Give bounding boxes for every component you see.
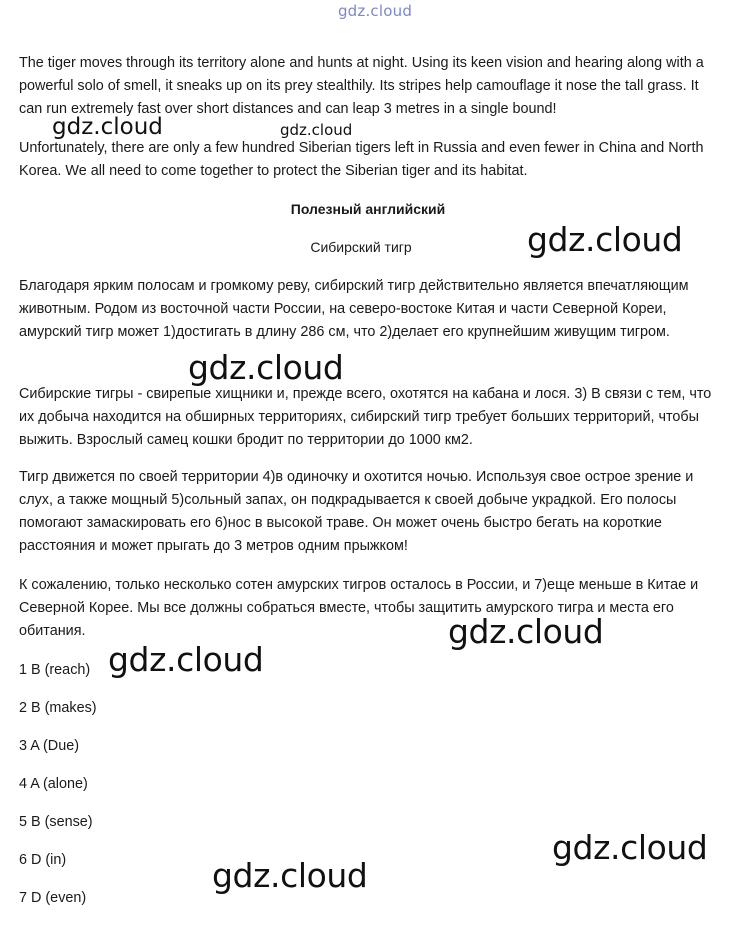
site-watermark-header: gdz.cloud — [337, 2, 413, 20]
english-paragraph-unfortunately: Unfortunately, there are only a few hundred Siberian tigers left in Russia and even fewer in China and North Korea. We all need to come together to protect the Siberian tiger and its habitat. — [19, 140, 704, 179]
answer-item: 1 B (reach) — [19, 662, 91, 678]
watermark: gdz.cloud — [52, 114, 163, 140]
russian-paragraph-3: Тигр движется по своей территории 4)в одиночку и охотится ночью. Используя свое острое зрение и слух, а также мощный 5)сольный запах, он подкрадывается к своей добыче украдкой. Его полосы помогают замаскировать его 6)нос в высокой траве. Он может очень быстро бегать на короткие расстояния и может прыгать до 3 метров одним прыжком! — [19, 469, 694, 554]
watermark: gdz.cloud — [448, 612, 604, 651]
russian-paragraph-4: К сожалению, только несколько сотен амурских тигров осталось в России, и 7)еще меньше в Китае и Северной Корее. Мы все должны собраться вместе, чтобы защитить амурского тигра и места его обитания. — [19, 577, 699, 639]
english-paragraph-tiger: The tiger moves through its territory alone and hunts at night. Using its keen vision and hearing along with a powerful solo of smell, it sneaks up on its prey stealthily. Its stripes help camouflage it nose the tall grass. It can run extremely fast over short distances and can leap 3 metres in a single bound! — [19, 55, 704, 117]
watermark: gdz.cloud — [552, 828, 708, 867]
watermark: gdz.cloud — [527, 220, 683, 259]
answer-item: 7 D (even) — [19, 890, 87, 906]
answer-item: 2 B (makes) — [19, 700, 97, 716]
answer-item: 5 B (sense) — [19, 814, 93, 830]
russian-paragraph-1: Благодаря ярким полосам и громкому реву, сибирский тигр действительно является впечатляющим животным. Родом из восточной части России, на северо-востоке Китая и части Северной Кореи, амурский тигр может 1)достигать в длину 286 см, что 2)делает его крупнейшим живущим тигром. — [19, 278, 689, 340]
answer-item: 6 D (in) — [19, 852, 67, 868]
watermark: gdz.cloud — [280, 121, 353, 139]
section-subheading: Сибирский тигр — [310, 239, 412, 255]
answer-item: 4 A (alone) — [19, 776, 88, 792]
watermark: gdz.cloud — [108, 640, 264, 679]
watermark: gdz.cloud — [212, 856, 368, 895]
answer-item: 3 A (Due) — [19, 738, 79, 754]
russian-paragraph-2: Сибирские тигры - свирепые хищники и, прежде всего, охотятся на кабана и лося. 3) В связи с тем, что их добыча находится на обширных территориях, сибирский тигр требует больших территорий, чтобы выжить. Взрослый самец кошки бродит по территории до 1000 км2. — [19, 386, 712, 448]
section-heading: Полезный английский — [290, 201, 446, 217]
watermark: gdz.cloud — [188, 348, 344, 387]
